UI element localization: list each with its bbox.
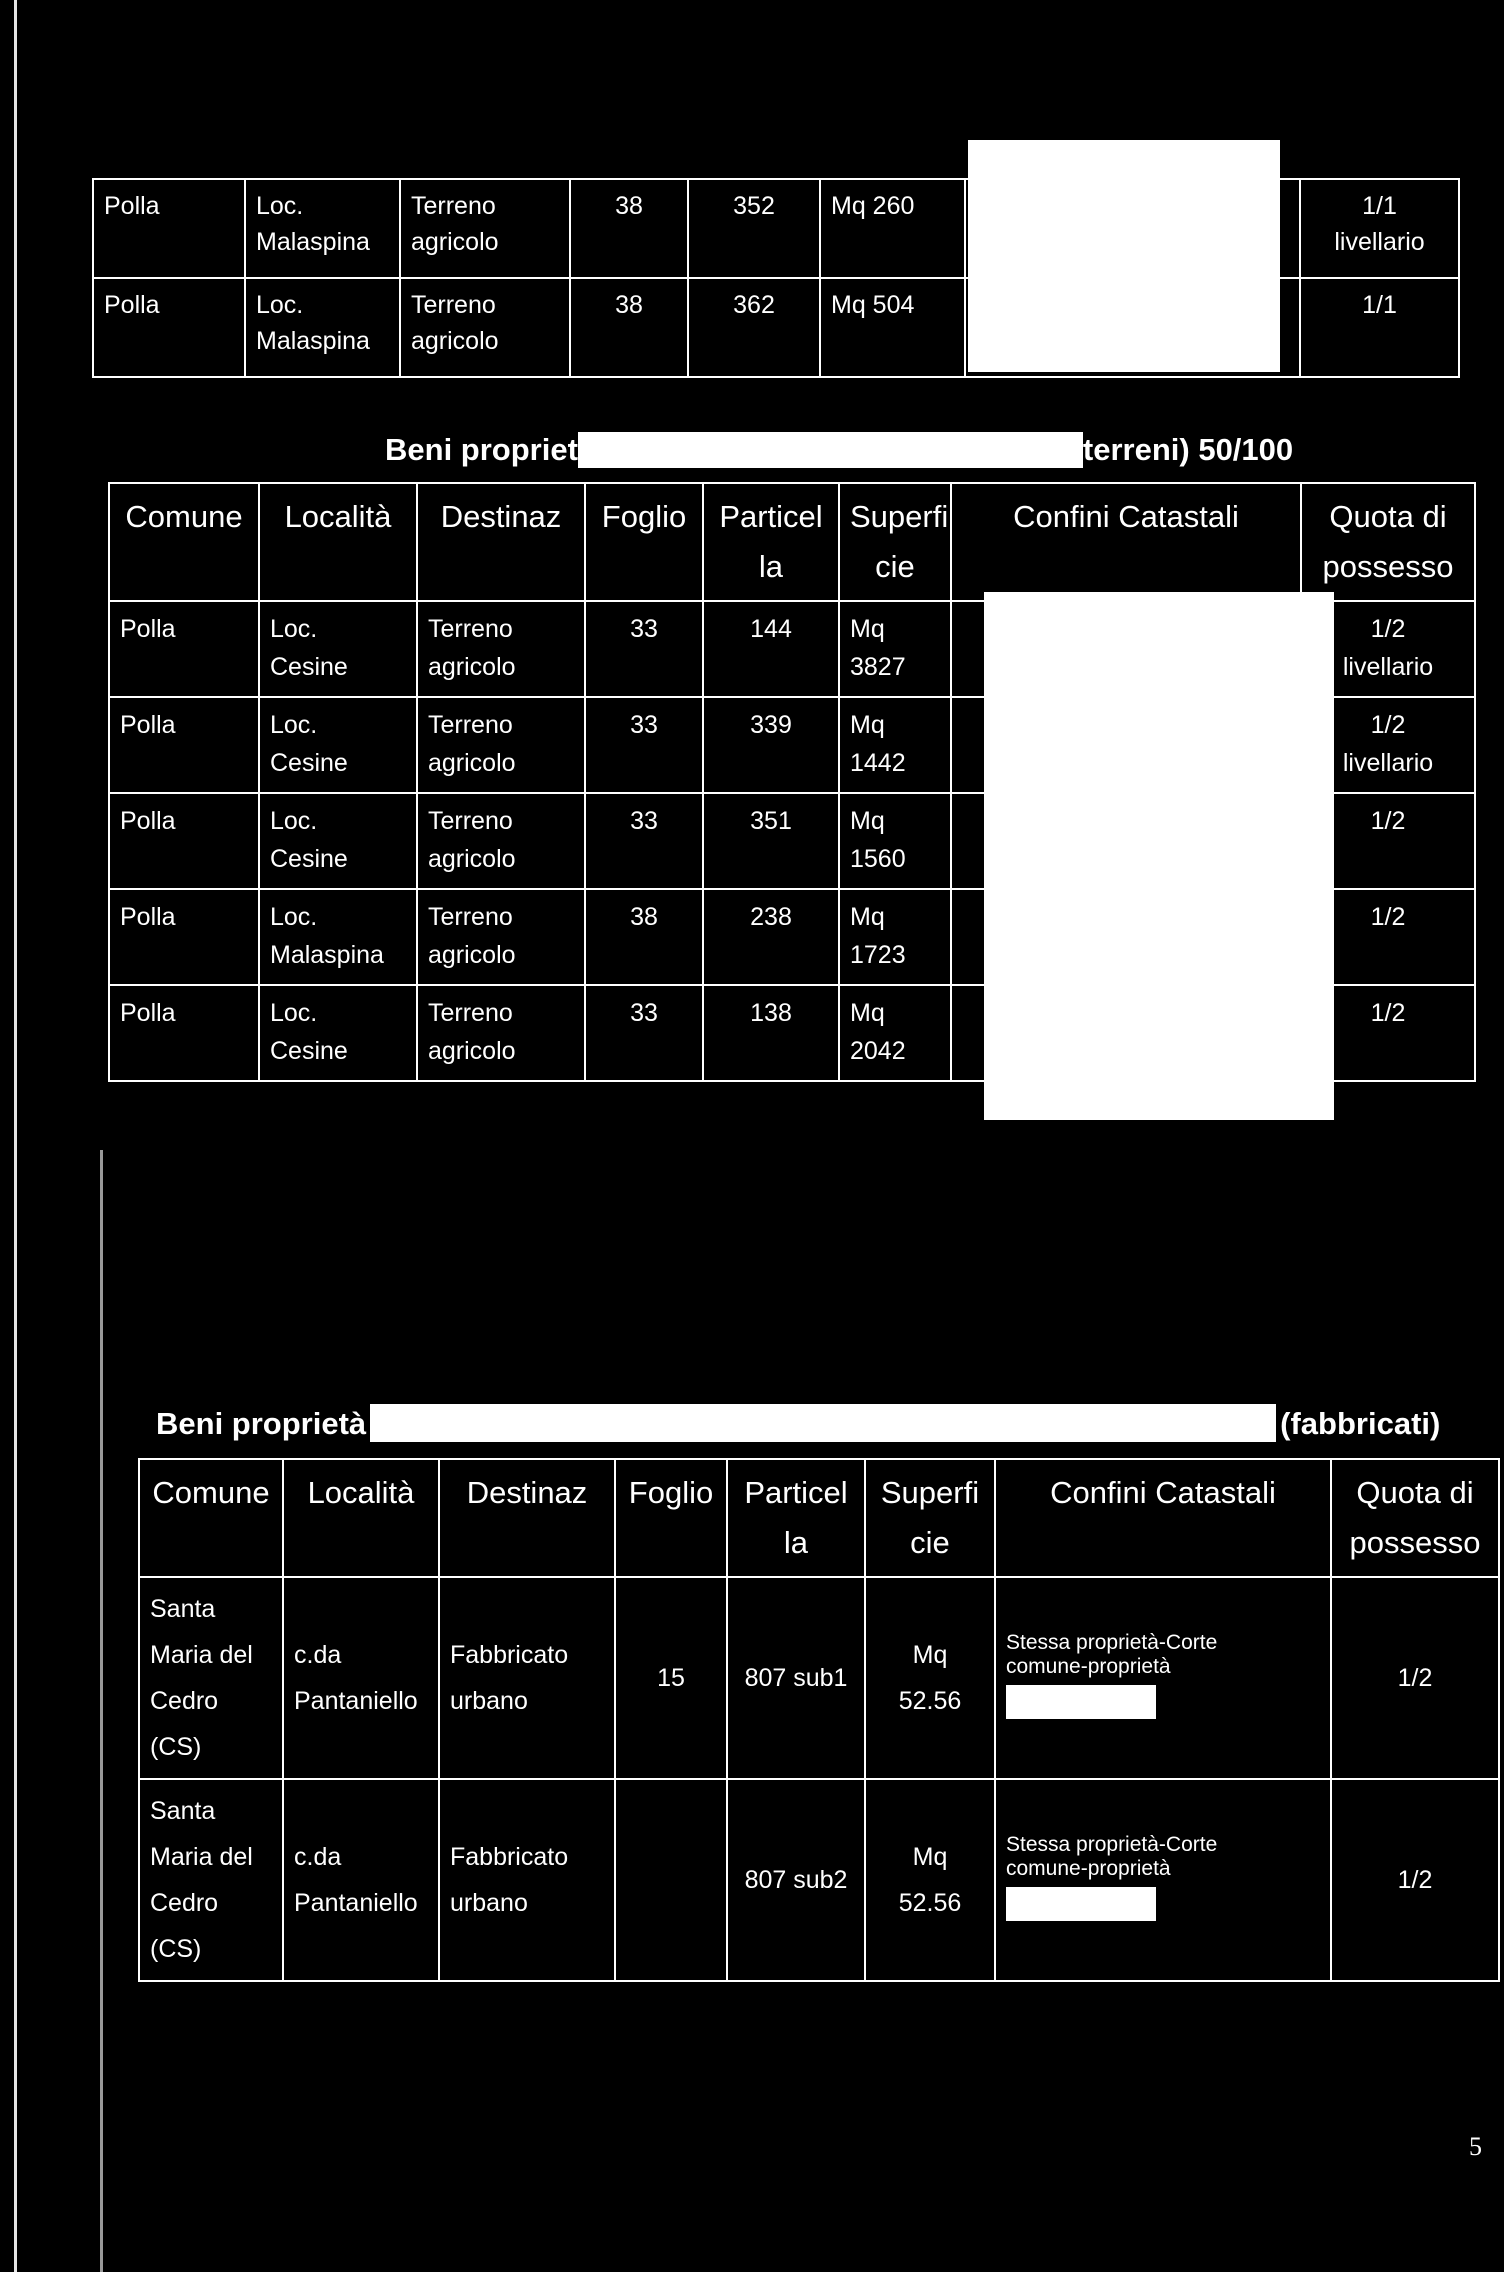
destinazione-cell: Terreno agricolo [400, 278, 570, 377]
localita-cell: Loc. Malaspina [245, 278, 400, 377]
header-comune: Comune [139, 1459, 283, 1577]
redaction-block [1006, 1887, 1156, 1921]
localita-cell: Loc. Malaspina [259, 889, 417, 985]
superficie-cell: Mq 260 [820, 179, 965, 278]
comune-cell: Santa Maria del Cedro (CS) [139, 1779, 283, 1981]
table-row [139, 1577, 1499, 1779]
quota-cell: 1/2 [1301, 889, 1475, 985]
foglio-cell: 38 [585, 889, 703, 985]
particella-cell: 352 [688, 179, 820, 278]
header-quota: Quota di possesso [1301, 483, 1475, 601]
localita-cell: Loc. Cesine [259, 601, 417, 697]
building-table [138, 1458, 1500, 1982]
superficie-cell: Mq 52.56 [865, 1779, 995, 1981]
header-localita: Località [283, 1459, 439, 1577]
quota-cell: 1/2 [1331, 1577, 1499, 1779]
page-number: 5 [1469, 2132, 1482, 2161]
destinazione-cell: Terreno agricolo [417, 697, 585, 793]
destinazione-cell: Terreno agricolo [417, 985, 585, 1081]
redaction-block [968, 140, 1280, 372]
superficie-cell: Mq 504 [820, 278, 965, 377]
comune-cell: Polla [109, 985, 259, 1081]
particella-cell: 238 [703, 889, 839, 985]
destinazione-cell: Fabbricato urbano [439, 1779, 615, 1981]
foglio-cell: 33 [585, 697, 703, 793]
header-particella: Particel la [703, 483, 839, 601]
foglio-cell: 38 [570, 278, 688, 377]
quota-cell: 1/2 livellario [1301, 697, 1475, 793]
header-superficie: Superfi cie [865, 1459, 995, 1577]
foglio-cell: 33 [585, 793, 703, 889]
scan-edge-line [14, 0, 17, 2272]
redaction-block [578, 432, 1083, 468]
foglio-cell: 33 [585, 985, 703, 1081]
header-confini: Confini Catastali [995, 1459, 1331, 1577]
section-heading: Beni propriet terreni) 50/100 [385, 432, 1294, 467]
destinazione-cell: Terreno agricolo [417, 601, 585, 697]
table-row [139, 1779, 1499, 1981]
header-foglio: Foglio [585, 483, 703, 601]
table-header-row [139, 1459, 1499, 1577]
localita-cell: c.da Pantaniello [283, 1779, 439, 1981]
table-header-row [109, 483, 1475, 601]
superficie-cell: Mq 1723 [839, 889, 951, 985]
section-heading: Beni proprietà (fabbricati) [156, 1406, 1441, 1441]
quota-cell: 1/1 [1300, 278, 1459, 377]
header-confini: Confini Catastali [951, 483, 1301, 601]
quota-cell: 1/2 [1301, 793, 1475, 889]
quota-cell: 1/2 livellario [1301, 601, 1475, 697]
foglio-cell: 33 [585, 601, 703, 697]
confini-cell: Stessa proprietà-Corte comune-proprietà [995, 1577, 1331, 1779]
superficie-cell: Mq 2042 [839, 985, 951, 1081]
redaction-block [984, 592, 1334, 1120]
foglio-cell: 38 [570, 179, 688, 278]
confini-cell: Stessa proprietà-Corte comune-proprietà [995, 1779, 1331, 1981]
header-foglio: Foglio [615, 1459, 727, 1577]
localita-cell: c.da Pantaniello [283, 1577, 439, 1779]
header-localita: Località [259, 483, 417, 601]
foglio-cell [615, 1779, 727, 1981]
superficie-cell: Mq 3827 [839, 601, 951, 697]
localita-cell: Loc. Cesine [259, 697, 417, 793]
destinazione-cell: Terreno agricolo [400, 179, 570, 278]
particella-cell: 339 [703, 697, 839, 793]
comune-cell: Polla [109, 793, 259, 889]
superficie-cell: Mq 1560 [839, 793, 951, 889]
destinazione-cell: Terreno agricolo [417, 793, 585, 889]
destinazione-cell: Terreno agricolo [417, 889, 585, 985]
comune-cell: Polla [93, 278, 245, 377]
particella-cell: 807 sub2 [727, 1779, 865, 1981]
particella-cell: 144 [703, 601, 839, 697]
quota-cell: 1/2 [1301, 985, 1475, 1081]
localita-cell: Loc. Cesine [259, 985, 417, 1081]
localita-cell: Loc. Malaspina [245, 179, 400, 278]
header-comune: Comune [109, 483, 259, 601]
redaction-block [370, 1404, 1276, 1442]
comune-cell: Santa Maria del Cedro (CS) [139, 1577, 283, 1779]
quota-cell: 1/2 [1331, 1779, 1499, 1981]
particella-cell: 138 [703, 985, 839, 1081]
comune-cell: Polla [109, 889, 259, 985]
header-quota: Quota di possesso [1331, 1459, 1499, 1577]
redaction-block [1006, 1685, 1156, 1719]
foglio-cell: 15 [615, 1577, 727, 1779]
superficie-cell: Mq 52.56 [865, 1577, 995, 1779]
header-particella: Particel la [727, 1459, 865, 1577]
comune-cell: Polla [109, 601, 259, 697]
particella-cell: 807 sub1 [727, 1577, 865, 1779]
localita-cell: Loc. Cesine [259, 793, 417, 889]
comune-cell: Polla [109, 697, 259, 793]
comune-cell: Polla [93, 179, 245, 278]
superficie-cell: Mq 1442 [839, 697, 951, 793]
header-destinazione: Destinaz [417, 483, 585, 601]
scan-edge-line [100, 1150, 103, 2272]
header-superficie: Superfi cie [839, 483, 951, 601]
quota-cell: 1/1 livellario [1300, 179, 1459, 278]
particella-cell: 351 [703, 793, 839, 889]
destinazione-cell: Fabbricato urbano [439, 1577, 615, 1779]
header-destinazione: Destinaz [439, 1459, 615, 1577]
particella-cell: 362 [688, 278, 820, 377]
